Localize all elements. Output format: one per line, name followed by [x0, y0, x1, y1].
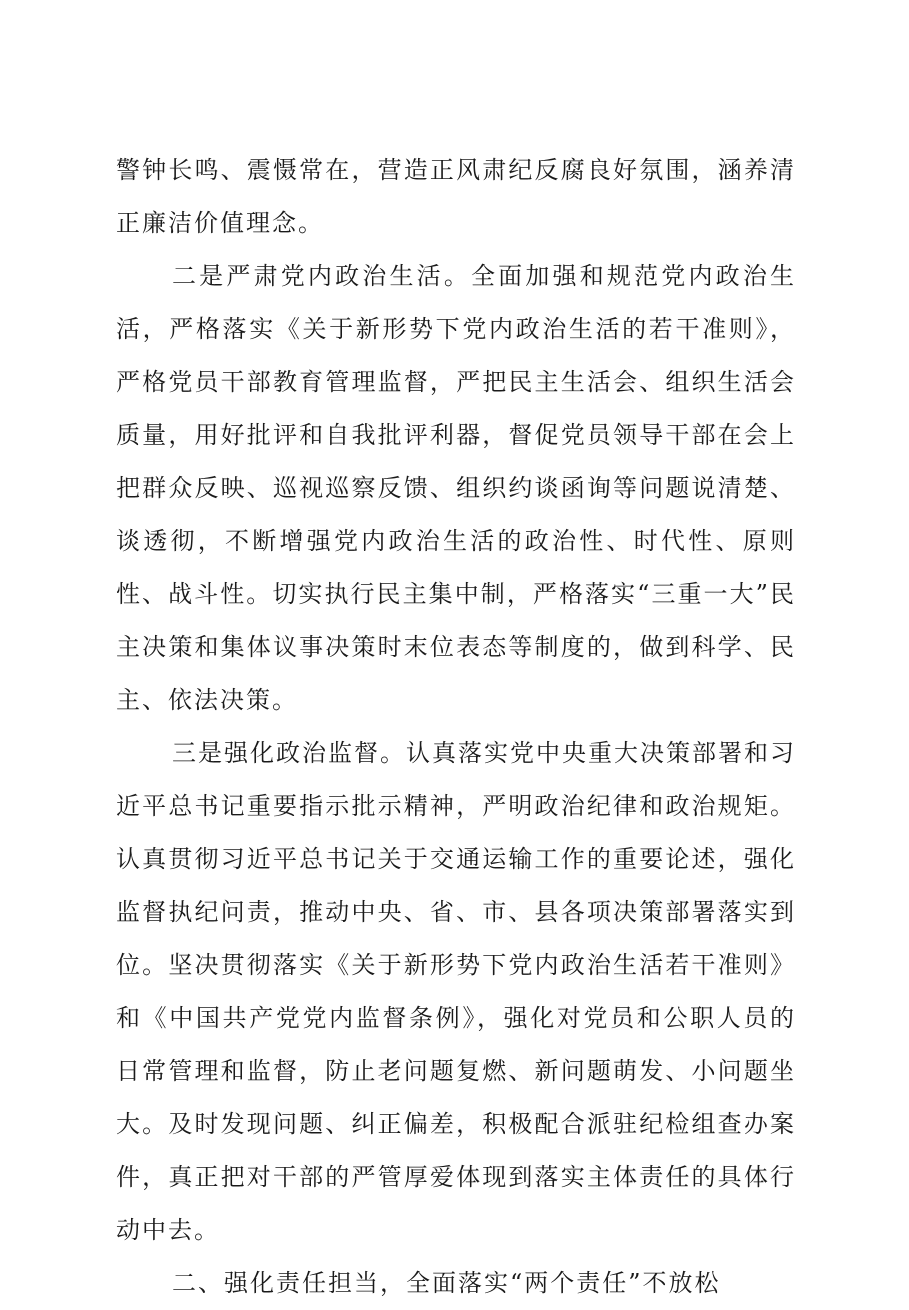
document-body	[116, 144, 796, 1310]
section-heading: 二、强化责任担当，全面落实“两个责任”不放松	[172, 1269, 721, 1297]
paragraph-political-life: 二是严肃党内政治生活。全面加强和规范党内政治生活，严格落实《关于新形势下党内政治生活的若干准则》，严格党员干部教育管理监督，严把民主生活会、组织生活会质量，用好批评和自我批评利器，督促党员领导干部在会上把群众反映、巡视巡察反馈、组织约谈函询等问题说清楚、谈透彻，不断增强党内政治生活的政治性、时代性、原则性、战斗性。切实执行民主集中制，严格落实“三重一大”民主决策和集体议事决策时末位表态等制度的，做到科学、民主、依法决策。	[116, 262, 796, 714]
paragraph-political-supervision: 三是强化政治监督。认真落实党中央重大决策部署和习近平总书记重要指示批示精神，严明政治纪律和政治规矩。认真贯彻习近平总书记关于交通运输工作的重要论述，强化监督执纪问责，推动中央、省、市、县各项决策部署落实到位。坚决贯彻落实《关于新形势下党内政治生活若干准则》和《中国共产党党内监督条例》，强化对党员和公职人员的日常管理和监督，防止老问题复燃、新问题萌发、小问题坐大。及时发现问题、纠正偏差，积极配合派驻纪检组查办案件，真正把对干部的严管厚爱体现到落实主体责任的具体行动中去。	[116, 739, 796, 1244]
paragraph-continuation: 警钟长鸣、震慑常在，营造正风肃纪反腐良好氛围，涵养清正廉洁价值理念。	[116, 156, 796, 237]
